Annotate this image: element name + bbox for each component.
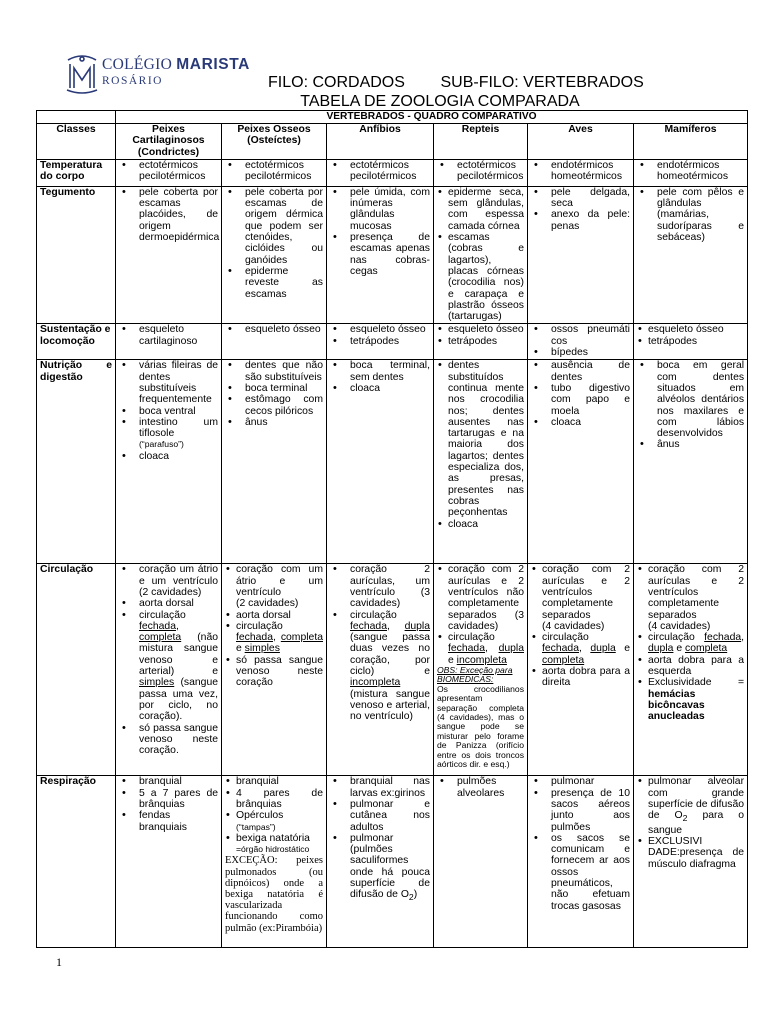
list-item: • ectotérmicos pecilotérmicos — [119, 160, 218, 183]
table-cell — [222, 564, 327, 776]
list-item: • 4 pares de brânquias — [225, 788, 323, 811]
list-item: • endotérmicos homeotérmicos — [637, 160, 744, 183]
table-row — [37, 564, 748, 776]
table-cell — [116, 360, 222, 564]
list-item: • pele delgada, seca — [531, 187, 630, 210]
table-cell — [434, 186, 528, 324]
table-cell — [222, 159, 327, 186]
list-item: • escamas (cobras e lagartos), placas córneas (crocodilia nos) e carapaça e plastrão ósseos (tartarugas) — [437, 232, 524, 322]
list-item: • coração com 2 aurículas e 2 ventrículos completamente separados (4 cavidades) — [531, 564, 630, 632]
col-header-classes: Classes — [37, 124, 116, 160]
table-row — [37, 324, 748, 360]
table-cell — [434, 564, 528, 776]
list-item: • ânus — [225, 417, 323, 428]
list-item: • ausência de dentes — [531, 360, 630, 383]
table-cell — [434, 776, 528, 948]
col-header-cartilaginous-fish: Peixes Cartilaginosos (Condrictes) — [116, 124, 222, 160]
list-item: • pulmonar e cutânea nos adultos — [330, 799, 430, 833]
table-cell — [327, 564, 434, 776]
col-header-amphibians: Anfíbios — [327, 124, 434, 160]
list-item: • boca ventral — [119, 406, 218, 417]
list-item: • circulação fechada, completa (não mistura sangue venoso e arterial) e simples (sangue passa uma vez, por ciclo, no coração). — [119, 610, 218, 723]
table-row — [37, 360, 748, 564]
list-item: • coração com um átrio e um ventrículo (2 cavidades) — [225, 564, 323, 609]
list-item: • epiderme seca, sem glândulas, com espessa camada córnea — [437, 187, 524, 232]
list-item: • bexiga natatória =órgão hidrostático — [225, 833, 323, 856]
list-item-note: (“parafuso”) — [139, 439, 184, 450]
list-item: • boca terminal — [225, 383, 323, 394]
list-item: • ânus — [637, 439, 744, 450]
list-item: • dentes que não são substituíveis — [225, 360, 323, 383]
list-item: • branquial — [119, 776, 218, 787]
list-item: • pulmonar alveolar com grande superfície de difusão de $O_2$ para o sangue — [637, 776, 744, 836]
list-item: • circulação fechada, dupla e incompleta — [437, 632, 524, 666]
list-item: • pele coberta por escamas de origem dérmica que podem ser ctenóides, ciclóides ou ganóides — [225, 187, 323, 266]
table-cell — [327, 776, 434, 948]
list-item: • presença de 10 sacos aéreos junto aos pulmões — [531, 788, 630, 833]
table-row — [37, 159, 748, 186]
list-item: • EXCLUSIVI DADE:presença de músculo diafragma — [637, 836, 744, 870]
table-cell — [327, 159, 434, 186]
list-item: • circulação fechada, dupla (sangue passa duas vezes no coração, por ciclo) e incompleta (mistura sangue venoso e arterial, no ventrículo) — [330, 610, 430, 723]
list-item: • ectotérmicos pecilotérmicos — [225, 160, 323, 183]
table-cell — [634, 564, 748, 776]
list-item: • bípedes — [531, 347, 630, 358]
row-header-respiration: Respiração — [37, 776, 116, 948]
list-item: • epiderme reveste as escamas — [225, 266, 323, 300]
table-cell — [116, 186, 222, 324]
table-cell — [634, 776, 748, 948]
list-item: • circulação fechada, dupla e completa — [531, 632, 630, 666]
list-item: • cloaca — [330, 383, 430, 394]
list-item: • coração com 2 aurículas e 2 ventrículos não completamente separados (3 cavidades) — [437, 564, 524, 632]
list-item: • pele úmida, com inúmeras glândulas mucosas — [330, 187, 430, 232]
page-title-line1: FILO: CORDADOS SUB-FILO: VERTEBRADOS — [268, 74, 644, 91]
table-cell — [634, 186, 748, 324]
list-item: • coração 2 aurículas, um ventrículo (3 cavidades) — [330, 564, 430, 609]
list-item: • esqueleto ósseo — [330, 324, 430, 335]
list-item: • pulmonar — [531, 776, 630, 787]
list-item: • coração um átrio e um ventrículo (2 cavidades) — [119, 564, 218, 598]
table-cell — [634, 159, 748, 186]
list-item: • cloaca — [531, 417, 630, 428]
column-header-row — [37, 124, 748, 160]
table-title-row — [37, 111, 748, 124]
row-header-integument: Tegumento — [37, 186, 116, 324]
list-item: • tetrápodes — [637, 336, 744, 347]
table-cell — [116, 776, 222, 948]
table-cell — [222, 360, 327, 564]
table-cell — [528, 776, 634, 948]
list-item: • esqueleto ósseo — [637, 324, 744, 335]
table-row — [37, 776, 748, 948]
row-header-circulation: Circulação — [37, 564, 116, 776]
circulation-note-body: Os crocodilianos apresentam separação completa (4 cavidades), mas o sangue pode se misturar pelo forame de Panizza (orifício entre os dois troncos aórticos dir. e esq.) — [437, 683, 524, 770]
list-item: • boca em geral com dentes situados em alvéolos dentários nos maxilares e com lábios desenvolvidos — [637, 360, 744, 439]
list-item: • tetrápodes — [437, 336, 524, 347]
table-cell — [222, 186, 327, 324]
col-header-birds: Aves — [528, 124, 634, 160]
list-item: • Exclusividade = hemácias bicôncavas anucleadas — [637, 677, 744, 722]
list-item: • só passa sangue venoso neste coração — [225, 655, 323, 689]
table-cell — [434, 360, 528, 564]
table-cell — [528, 324, 634, 360]
table-row — [37, 186, 748, 324]
respiration-exception: EXCEÇÃO: peixes pulmonados (ou dipnóicos) onde a bexiga natatória é vascularizada funcionando como pulmão (ex:Pirambóia) — [225, 855, 323, 934]
school-logo — [64, 50, 264, 98]
table-cell — [528, 564, 634, 776]
page-number: 1 — [56, 955, 62, 969]
list-item: • dentes substituídos continua mente nos crocodilia nos; dentes ausentes nas tartarugas e na maioria dos lagartos; dentes especializa dos, as presas, presentes nas cobras peçonhentas — [437, 360, 524, 518]
table-cell — [222, 324, 327, 360]
list-item: • circulação fechada, completa e simples — [225, 621, 323, 655]
table-cell — [434, 324, 528, 360]
list-item: • pulmões alveolares — [437, 776, 524, 799]
list-item: • anexo da pele: penas — [531, 209, 630, 232]
list-item: • intestino um tiflosole — [119, 417, 218, 440]
crest-icon — [64, 50, 100, 94]
logo-text-line2: ROSÁRIO — [102, 75, 163, 87]
list-item: • circulação fechada, dupla e completa — [637, 632, 744, 655]
list-item: • fendas branquiais — [119, 810, 218, 833]
list-item: • cloaca — [119, 451, 218, 462]
table-cell — [528, 186, 634, 324]
comparison-table — [36, 110, 748, 948]
list-item: • endotérmicos homeotérmicos — [531, 160, 630, 183]
list-item: • ossos pneumáti cos — [531, 324, 630, 347]
list-item: • presença de escamas apenas nas cobras-cegas — [330, 232, 430, 277]
list-item: • 5 a 7 pares de brânquias — [119, 788, 218, 811]
logo-text-line1: COLÉGIO MARISTA — [102, 56, 250, 73]
list-item: • Opérculos (“tampas”) — [225, 810, 323, 833]
list-item: • pele com pêlos e glândulas (mamárias, sudoríparas e sebáceas) — [637, 187, 744, 243]
list-item: • coração com 2 aurículas e 2 ventrículos completamente separados (4 cavidades) — [637, 564, 744, 632]
table-cell — [528, 360, 634, 564]
list-item: • ectotérmicos pecilotérmicos — [437, 160, 524, 183]
table-cell — [116, 159, 222, 186]
row-header-temperature: Temperatura do corpo — [37, 159, 116, 186]
table-cell — [116, 564, 222, 776]
table-cell — [222, 776, 327, 948]
table-cell — [116, 324, 222, 360]
list-item: • esqueleto ósseo — [437, 324, 524, 335]
list-item: • aorta dobra para a esquerda — [637, 655, 744, 678]
table-cell — [434, 159, 528, 186]
list-item: • branquial — [225, 776, 323, 787]
list-item: • várias fileiras de dentes substituíveis frequentemente — [119, 360, 218, 405]
list-item: • pulmonar (pulmões saculiformes onde há pouca superfície de difusão de $O_2$) — [330, 833, 430, 904]
list-item: • aorta dorsal — [225, 610, 323, 621]
table-cell — [327, 324, 434, 360]
list-item: • esqueleto cartilaginoso — [119, 324, 218, 347]
table-cell — [634, 324, 748, 360]
list-item: • tubo digestivo com papo e moela — [531, 383, 630, 417]
page-title-line2: TABELA DE ZOOLOGIA COMPARADA — [300, 93, 580, 110]
circulation-note-title: OBS: Exceção para BIOMEDICAS: — [437, 665, 513, 685]
row-header-nutrition: Nutrição e digestão — [37, 360, 116, 564]
col-header-bony-fish: Peixes Osseos (Osteíctes) — [222, 124, 327, 160]
col-header-mammals: Mamíferos — [634, 124, 748, 160]
list-item: • estômago com cecos pilóricos — [225, 394, 323, 417]
table-title: VERTEBRADOS - QUADRO COMPARATIVO — [116, 111, 748, 124]
list-item: • aorta dorsal — [119, 598, 218, 609]
list-item: • esqueleto ósseo — [225, 324, 323, 335]
col-header-reptiles: Repteis — [434, 124, 528, 160]
table-cell — [634, 360, 748, 564]
list-item: • cloaca — [437, 519, 524, 530]
row-header-support: Sustentação e locomoção — [37, 324, 116, 360]
list-item: • boca terminal, sem dentes — [330, 360, 430, 383]
table-cell — [327, 360, 434, 564]
list-item: • tetrápodes — [330, 336, 430, 347]
list-item: • branquial nas larvas ex:girinos — [330, 776, 430, 799]
table-cell — [327, 186, 434, 324]
list-item: • ectotérmicos pecilotérmicos — [330, 160, 430, 183]
table-cell — [528, 159, 634, 186]
list-item: • aorta dobra para a direita — [531, 666, 630, 689]
list-item: • só passa sangue venoso neste coração. — [119, 723, 218, 757]
list-item: • os sacos se comunicam e fornecem ar aos ossos pneumáticos, não efetuam trocas gasosas — [531, 833, 630, 912]
list-item: • pele coberta por escamas placóides, de origem dermoepidérmica — [119, 187, 218, 243]
